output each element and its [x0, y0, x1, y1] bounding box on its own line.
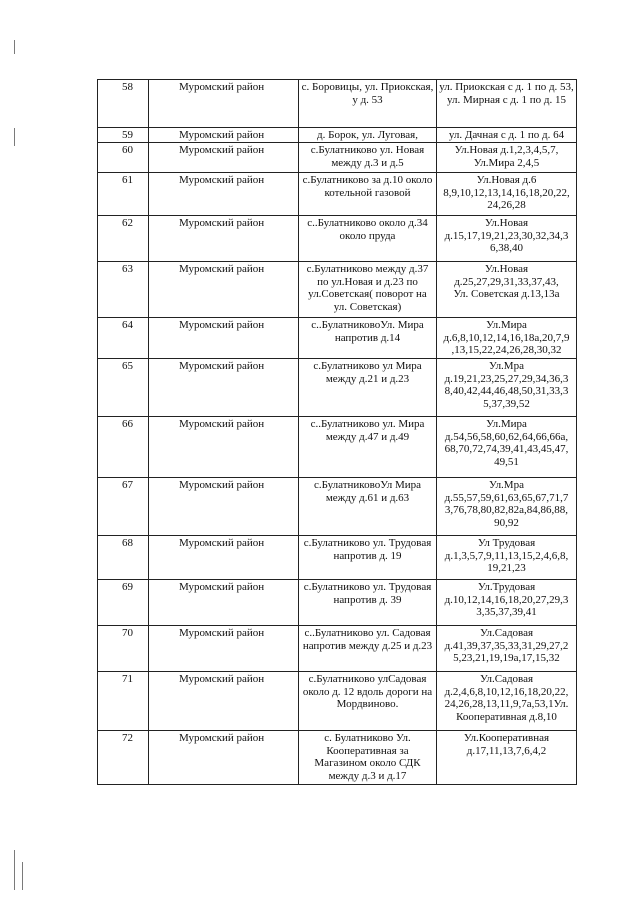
coverage-cell: Ул.Мира д.6,8,10,12,14,16,18а,20,7,9 ,13,15,22,24,26,28,30,32 — [437, 318, 577, 359]
district-cell: Муромский район — [149, 536, 299, 580]
coverage-cell: Ул.Мра д.55,57,59,61,63,65,67,71,7 3,76,78,80,82,82а,84,86,88, 90,92 — [437, 478, 577, 536]
coverage-cell: Ул.Кооперативная д.17,11,13,7,6,4,2 — [437, 731, 577, 785]
district-cell: Муромский район — [149, 80, 299, 128]
row-number: 60 — [98, 143, 149, 173]
row-number: 63 — [98, 262, 149, 318]
table-row — [98, 262, 577, 318]
scan-edge-mark — [14, 40, 15, 54]
district-cell: Муромский район — [149, 262, 299, 318]
scan-edge-mark — [14, 128, 15, 146]
district-cell: Муромский район — [149, 626, 299, 672]
row-number: 72 — [98, 731, 149, 785]
coverage-cell: Ул.Садовая д.41,39,37,35,33,31,29,27,2 5,23,21,19,19а,17,15,32 — [437, 626, 577, 672]
location-cell: с.БулатниковоУл Мира между д.61 и д.63 — [299, 478, 437, 536]
district-cell: Муромский район — [149, 672, 299, 731]
table-row — [98, 318, 577, 359]
district-cell: Муромский район — [149, 216, 299, 262]
coverage-cell: Ул.Новая д.25,27,29,31,33,37,43, Ул. Советская д.13,13а — [437, 262, 577, 318]
table-row — [98, 143, 577, 173]
coverage-cell: Ул.Трудовая д.10,12,14,16,18,20,27,29,3 3,35,37,39,41 — [437, 580, 577, 626]
location-cell: с.Булатниково ул. Трудовая напротив д. 39 — [299, 580, 437, 626]
location-cell: с..Булатниково около д.34 около пруда — [299, 216, 437, 262]
location-cell: с.Булатниково ул Мира между д.21 и д.23 — [299, 359, 437, 417]
location-cell: с..БулатниковоУл. Мира напротив д.14 — [299, 318, 437, 359]
table-row — [98, 216, 577, 262]
coverage-cell: Ул.Новая д.1,2,3,4,5,7, Ул.Мира 2,4,5 — [437, 143, 577, 173]
location-cell: с.Булатниково между д.37 по ул.Новая и д.23 по ул.Советская( поворот на ул. Советская) — [299, 262, 437, 318]
row-number: 66 — [98, 417, 149, 478]
row-number: 59 — [98, 128, 149, 143]
coverage-cell: Ул.Мира д.54,56,58,60,62,64,66,66а, 68,70,72,74,39,41,43,45,47, 49,51 — [437, 417, 577, 478]
district-cell: Муромский район — [149, 173, 299, 216]
district-cell: Муромский район — [149, 318, 299, 359]
location-cell: с.Булатниково ул. Новая между д.3 и д.5 — [299, 143, 437, 173]
location-cell: с.Булатниково ул. Трудовая напротив д. 19 — [299, 536, 437, 580]
row-number: 65 — [98, 359, 149, 417]
location-cell: д. Борок, ул. Луговая, — [299, 128, 437, 143]
location-cell: с. Булатниково Ул. Кооперативная за Магазином около СДК между д.3 и д.17 — [299, 731, 437, 785]
row-number: 58 — [98, 80, 149, 128]
row-number: 62 — [98, 216, 149, 262]
table-row — [98, 417, 577, 478]
location-cell: с..Булатниково ул. Мира между д.47 и д.49 — [299, 417, 437, 478]
coverage-cell: ул. Дачная с д. 1 по д. 64 — [437, 128, 577, 143]
location-cell: с..Булатниково ул. Садовая напротив между д.25 и д.23 — [299, 626, 437, 672]
table-row — [98, 580, 577, 626]
district-cell: Муромский район — [149, 580, 299, 626]
row-number: 64 — [98, 318, 149, 359]
coverage-cell: Ул.Новая д.6 8,9,10,12,13,14,16,18,20,22, 24,26,28 — [437, 173, 577, 216]
table-row — [98, 672, 577, 731]
row-number: 69 — [98, 580, 149, 626]
row-number: 61 — [98, 173, 149, 216]
table-row — [98, 536, 577, 580]
table-row — [98, 626, 577, 672]
district-cell: Муромский район — [149, 143, 299, 173]
district-cell: Муромский район — [149, 478, 299, 536]
district-cell: Муромский район — [149, 359, 299, 417]
scan-edge-mark — [22, 862, 23, 890]
district-cell: Муромский район — [149, 128, 299, 143]
coverage-cell: Ул.Садовая д.2,4,6,8,10,12,16,18,20,22, 24,26,28,13,11,9,7а,53,1Ул. Кооперативная д.8,10 — [437, 672, 577, 731]
table-row — [98, 478, 577, 536]
table-row — [98, 80, 577, 128]
table-row — [98, 731, 577, 785]
coverage-cell: Ул.Мра д.19,21,23,25,27,29,34,36,3 8,40,42,44,46,48,50,31,33,3 5,37,39,52 — [437, 359, 577, 417]
table-row — [98, 173, 577, 216]
district-cell: Муромский район — [149, 731, 299, 785]
coverage-cell: ул. Приокская с д. 1 по д. 53, ул. Мирная с д. 1 по д. 15 — [437, 80, 577, 128]
location-cell: с. Боровицы, ул. Приокская, у д. 53 — [299, 80, 437, 128]
table-row — [98, 359, 577, 417]
row-number: 67 — [98, 478, 149, 536]
row-number: 71 — [98, 672, 149, 731]
location-cell: с.Булатниково за д.10 около котельной газовой — [299, 173, 437, 216]
coverage-cell: Ул.Новая д.15,17,19,21,23,30,32,34,3 6,38,40 — [437, 216, 577, 262]
row-number: 68 — [98, 536, 149, 580]
row-number: 70 — [98, 626, 149, 672]
address-table — [97, 79, 577, 785]
table-row — [98, 128, 577, 143]
district-cell: Муромский район — [149, 417, 299, 478]
location-cell: с.Булатниково улСадовая около д. 12 вдоль дороги на Мордвиново. — [299, 672, 437, 731]
coverage-cell: Ул Трудовая д.1,3,5,7,9,11,13,15,2,4,6,8, 19,21,23 — [437, 536, 577, 580]
scan-edge-mark — [14, 850, 15, 890]
